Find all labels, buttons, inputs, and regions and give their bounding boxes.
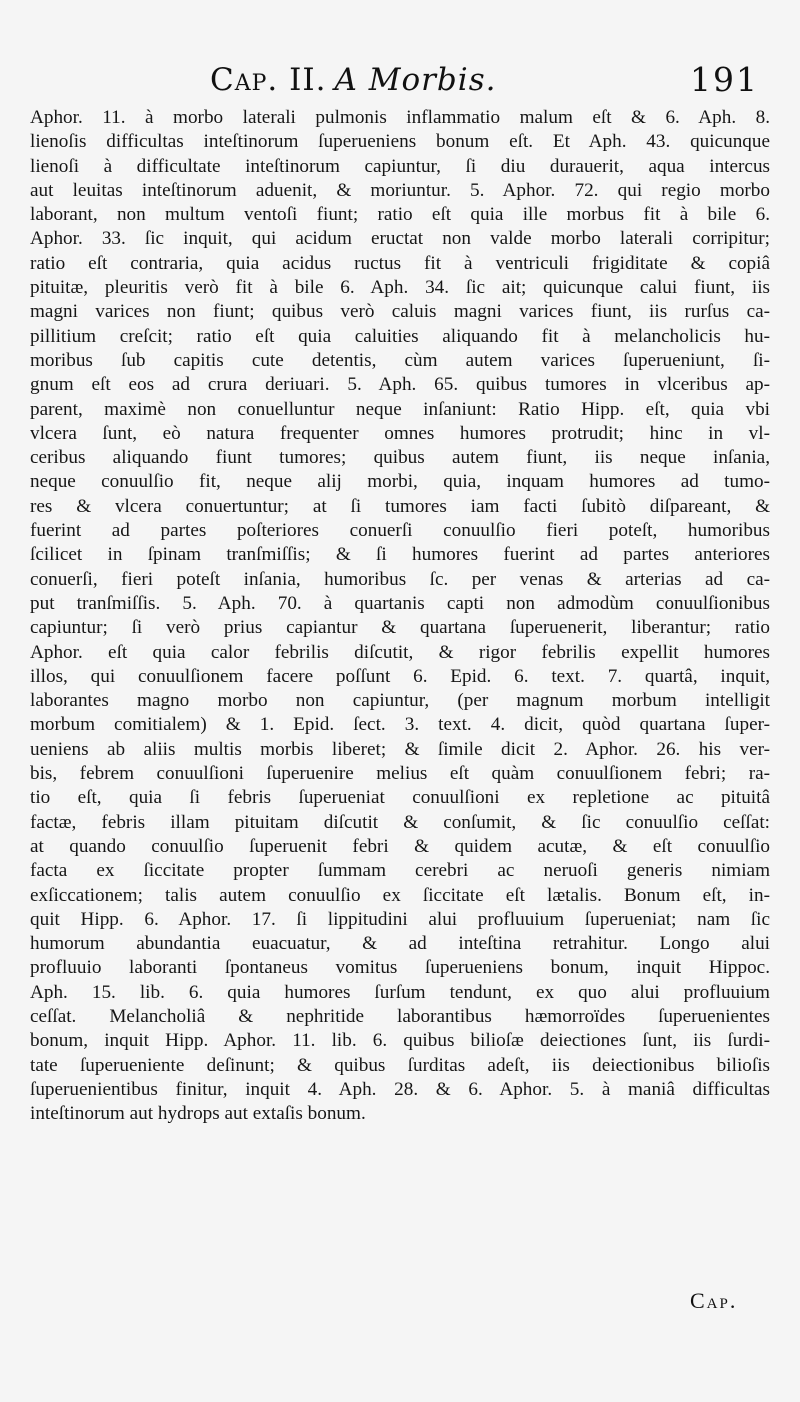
text-line: laborant, non multum ventoſi fiunt; ratio eſt quia ille morbus fit à bile 6. [30, 204, 770, 226]
text-line: vlcera ſunt, eò natura frequenter omnes humores protrudit; hinc in vl- [30, 422, 770, 444]
text-line: facta ex ſiccitate propter ſummam cerebri ac neruoſi generis nimiam [30, 860, 770, 882]
text-line: humorum abundantia euacuatur, & ad inteſtina retrahitur. Longo alui [30, 933, 770, 955]
text-line: fuerint ad partes poſteriores conuerſi conuulſio fieri poteſt, humoribus [30, 520, 770, 542]
text-line: laborantes magno morbo non capiuntur, (per magnum morbum intelligit [30, 690, 770, 712]
text-line: Aphor. 33. ſic inquit, qui acidum eructat non valde morbo laterali corripitur; [30, 228, 770, 250]
text-line: ueniens ab aliis multis morbis liberet; & ſimile dicit 2. Aphor. 26. his ver- [30, 738, 770, 760]
text-line: capiuntur; ſi verò prius capiantur & quartana ſuperuenerit, liberantur; ratio [30, 617, 770, 639]
text-line: tio eſt, quia ſi febris ſuperueniat conuulſioni ex repletione ac pituitâ [30, 787, 770, 809]
text-line: exſiccationem; talis autem conuulſio ex ſiccitate eſt lætalis. Bonum eſt, in- [30, 884, 770, 906]
text-line: conuerſi, fieri poteſt inſania, humoribus ſc. per venas & arterias ad ca- [30, 568, 770, 590]
text-line: Aphor. 11. à morbo laterali pulmonis inflammatio malum eſt & 6. Aph. 8. [30, 107, 770, 128]
text-line: Aph. 15. lib. 6. quia humores ſurſum tendunt, ex quo alui profluuium [30, 981, 770, 1003]
text-line: aut leuitas inteſtinorum aduenit, & moriuntur. 5. Aphor. 72. qui regio morbo [30, 179, 770, 201]
text-line: magni varices non fiunt; quibus verò caluis magni varices fiunt, iis rurſus ca- [30, 301, 770, 323]
text-line: profluuio laboranti ſpontaneus vomitus ſuperueniens bonum, inquit Hippoc. [30, 957, 770, 979]
text-line: bis, febrem conuulſioni ſuperuenire melius eſt quàm conuulſionem febri; ra- [30, 763, 770, 785]
catchword: Cap. [690, 1288, 738, 1313]
text-line: ratio eſt contraria, quia acidus ructus fit à ventriculi frigiditate & copiâ [30, 252, 770, 274]
text-line: put tranſmiſſis. 5. Aph. 70. à quartanis capti non admodùm conuulſionibus [30, 592, 770, 614]
page-number: 191 [690, 60, 759, 99]
text-line: quit Hipp. 6. Aphor. 17. ſi lippitudini alui profluuium ſuperueniat; nam ſic [30, 908, 770, 930]
text-line: lienoſis difficultas inteſtinorum ſuperueniens bonum eſt. Et Aph. 43. quicunque [30, 131, 770, 153]
text-line: moribus ſub capitis cute detentis, cùm autem varices ſuperueniunt, ſi- [30, 349, 770, 371]
page-header [0, 60, 800, 106]
text-line: pituitæ, pleuritis verò fit à bile 6. Aph. 34. ſic ait; quicunque calui fiunt, iis [30, 277, 770, 299]
text-line: illos, qui conuulſionem facere poſſunt 6. Epid. 6. text. 7. quartâ, inquit, [30, 665, 770, 687]
subject-label: A Morbis. [334, 62, 497, 98]
text-line: parent, maximè non conuelluntur neque inſaniunt: Ratio Hipp. eſt, quia vbi [30, 398, 770, 420]
text-line: neque conuulſio fit, neque alij morbi, quia, inquam humores ad tumo- [30, 471, 770, 493]
body-text [30, 106, 770, 1126]
text-line: factæ, febris illam pituitam diſcutit & conſumit, & ſic conuulſio ceſſat: [30, 811, 770, 833]
text-line: inteſtinorum aut hydrops aut extaſis bonum. [30, 1103, 366, 1125]
text-line: gnum eſt eos ad crura deriuari. 5. Aph. 65. quibus tumores in vlceribus ap- [30, 374, 770, 396]
chapter-label: Cap. II. [210, 62, 327, 98]
text-line: ſuperuenientibus finitur, inquit 4. Aph. 28. & 6. Aphor. 5. à maniâ difficultas [30, 1078, 770, 1100]
text-line: ſcilicet in ſpinam tranſmiſſis; & ſi humores fuerint ad partes anteriores [30, 544, 770, 566]
text-line: tate ſuperueniente deſinunt; & quibus ſurditas adeſt, iis deiectionibus bilioſis [30, 1054, 770, 1076]
text-line: bonum, inquit Hipp. Aphor. 11. lib. 6. quibus bilioſæ deiectiones ſunt, iis ſurdi- [30, 1030, 770, 1052]
text-line: lienoſi à difficultate inteſtinorum capiuntur, ſi diu durauerit, aqua intercus [30, 155, 770, 177]
text-line: ceſſat. Melancholiâ & nephritide laborantibus hæmorroïdes ſuperuenientes [30, 1005, 770, 1027]
text-line: ceribus aliquando fiunt tumores; quibus autem fiunt, iis neque inſania, [30, 447, 770, 469]
text-line: morbum comitialem) & 1. Epid. ſect. 3. text. 4. dicit, quòd quartana ſuper- [30, 714, 770, 736]
text-line: at quando conuulſio ſuperuenit febri & quidem acutæ, & eſt conuulſio [30, 835, 770, 857]
text-line: Aphor. eſt quia calor febrilis diſcutit, & rigor febrilis expellit humores [30, 641, 770, 663]
running-title [210, 62, 496, 98]
text-line: res & vlcera conuertuntur; at ſi tumores iam facti ſubitò diſpareant, & [30, 495, 770, 517]
text-line: pillitium creſcit; ratio eſt quia caluities aliquando fit à melancholicis hu- [30, 325, 770, 347]
